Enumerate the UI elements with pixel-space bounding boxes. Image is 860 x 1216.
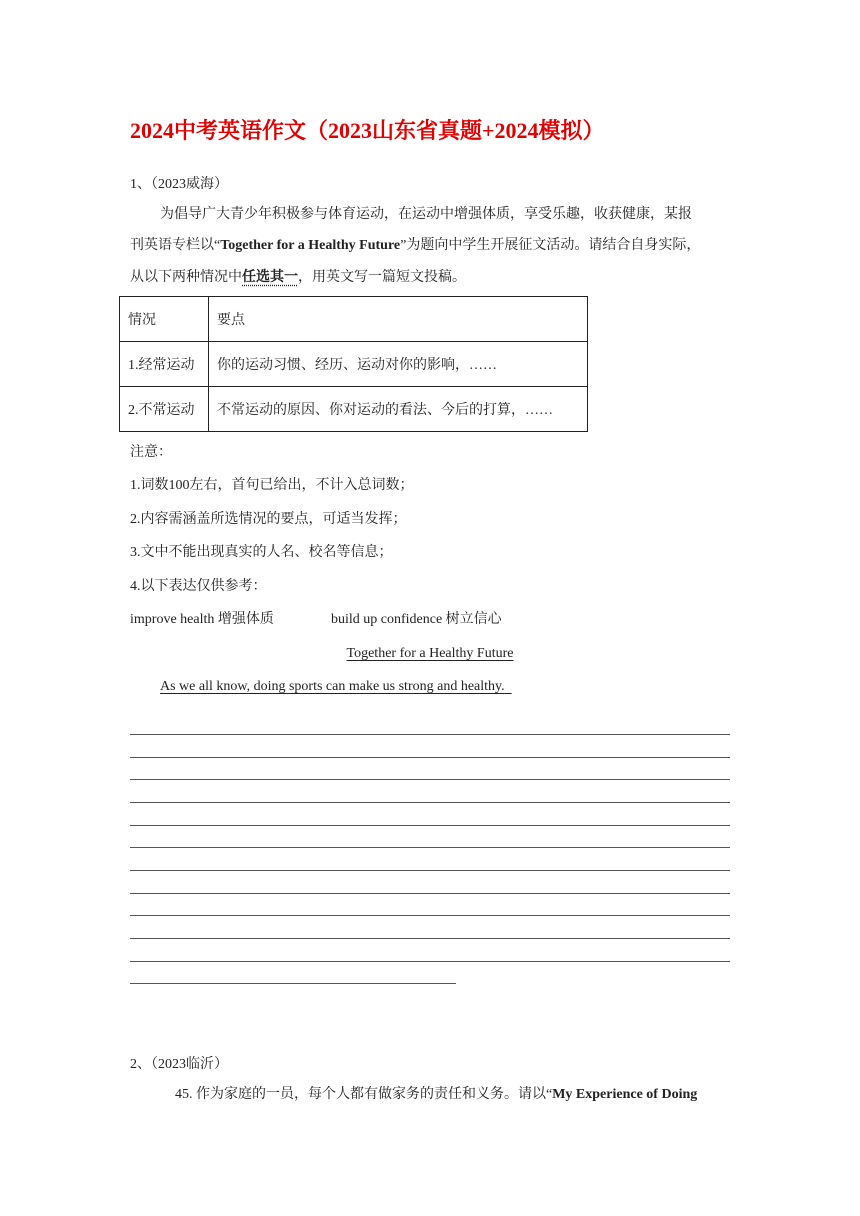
intro-text: ”为题向中学生开展征文活动。请结合自身实际， [400, 238, 701, 253]
intro-text: 刊英语专栏以“ [130, 238, 221, 253]
writing-line[interactable] [130, 734, 730, 735]
table-header-cell: 要点 [209, 297, 588, 342]
emphasis-choose-one: 任选其一 [242, 270, 298, 285]
note-item: 1.词数100左右，首句已给出，不计入总词数； [130, 478, 414, 493]
writing-line[interactable] [130, 983, 456, 984]
note-item: 3.文中不能出现真实的人名、校名等信息； [130, 545, 393, 560]
page-title: 2024中考英语作文（2023山东省真题+2024模拟） [130, 118, 605, 143]
requirements-table [119, 296, 588, 432]
essay-first-sentence [160, 677, 512, 697]
essay-title: Together for a Healthy Future [346, 646, 514, 661]
table-cell: 2.不常运动 [120, 387, 209, 432]
question-2-line-1 [175, 1085, 697, 1105]
writing-line[interactable] [130, 915, 730, 916]
table-header-cell: 情况 [120, 297, 209, 342]
writing-line[interactable] [130, 802, 730, 803]
essay-topic-bold: Together for a Healthy Future [220, 238, 401, 253]
table-cell: 1.经常运动 [120, 342, 209, 387]
writing-line[interactable] [130, 847, 730, 848]
table-cell: 不常运动的原因、你对运动的看法、今后的打算，…… [209, 387, 588, 432]
writing-line[interactable] [130, 870, 730, 871]
first-sentence-part: , doing sports can make us strong and healthy. [246, 679, 505, 694]
writing-line[interactable] [130, 893, 730, 894]
expression-1: improve health 增强体质 [130, 612, 274, 627]
table-cell: 你的运动习惯、经历、运动对你的影响，…… [209, 342, 588, 387]
question-1-intro-line-1: 为倡导广大青少年积极参与体育运动，在运动中增强体质，享受乐趣，收获健康，某报 [160, 207, 692, 222]
question-1-intro-line-2 [130, 236, 700, 256]
table-row [120, 342, 588, 387]
writing-line[interactable] [130, 961, 730, 962]
writing-line[interactable] [130, 938, 730, 939]
intro-text: 从以下两种情况中 [130, 270, 242, 285]
question-2-heading: 2、（2023临沂） [130, 1057, 228, 1072]
table-header-row [120, 297, 588, 342]
q2-topic-bold: My Experience of Doing [552, 1087, 698, 1102]
writing-line[interactable] [130, 779, 730, 780]
q2-text: 45. 作为家庭的一员，每个人都有做家务的责任和义务。请以“ [175, 1087, 553, 1102]
first-sentence-part: As we all know [160, 679, 247, 694]
intro-text: ，用英文写一篇短文投稿。 [298, 270, 466, 285]
note-item: 4.以下表达仅供参考： [130, 579, 267, 594]
expression-2: build up confidence 树立信心 [331, 612, 502, 627]
note-item: 2.内容需涵盖所选情况的要点，可适当发挥； [130, 512, 407, 527]
writing-line[interactable] [130, 825, 730, 826]
question-1-heading: 1、（2023威海） [130, 177, 228, 192]
writing-line[interactable] [130, 757, 730, 758]
question-1-intro-line-3 [130, 268, 466, 288]
table-row [120, 387, 588, 432]
notes-heading: 注意： [130, 445, 172, 460]
